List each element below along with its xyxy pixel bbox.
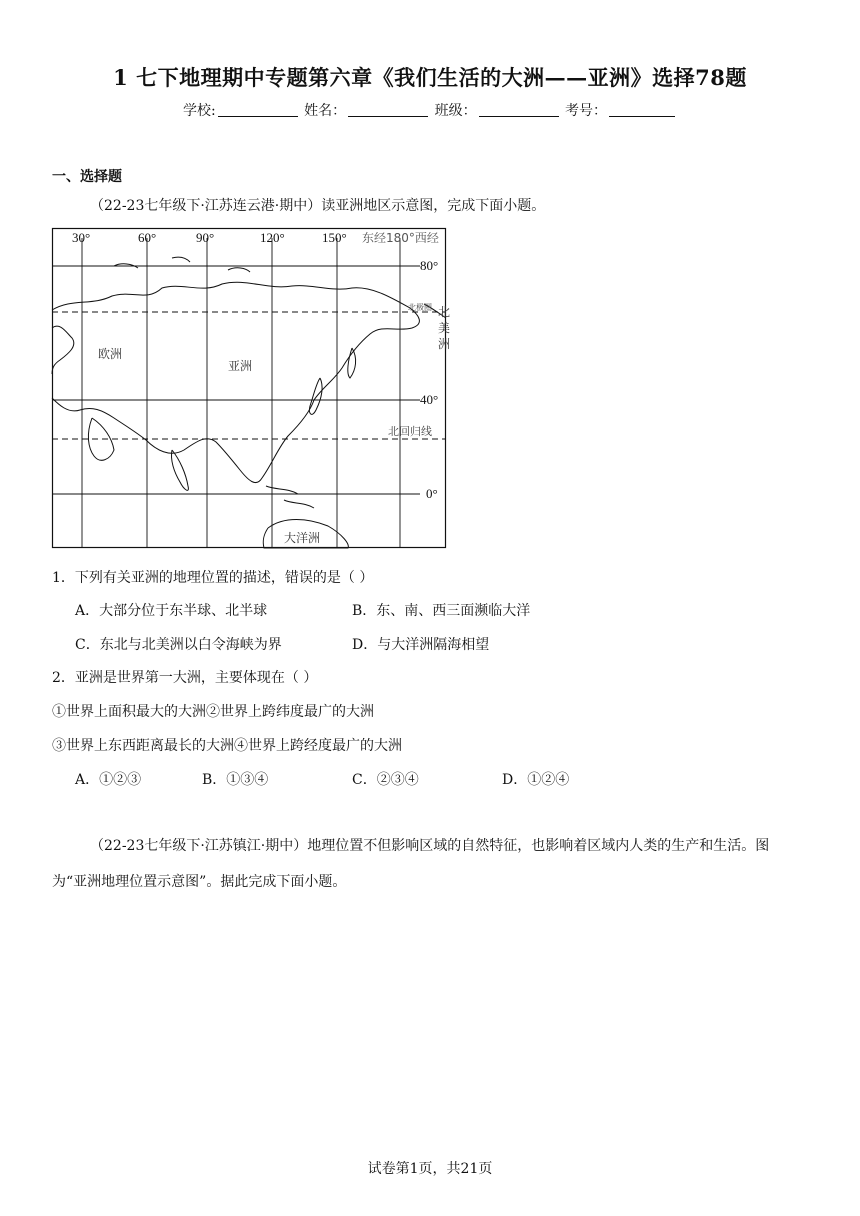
name-blank — [348, 116, 428, 117]
lon-label-90: 90° — [196, 230, 215, 245]
section-title: 一、选择题 — [52, 169, 122, 185]
lon-label-30: 30° — [72, 230, 91, 245]
student-info-line — [0, 100, 860, 120]
exam-no-label: 考号： — [565, 103, 608, 119]
question-1-option-b[interactable]: B．东、南、西三面濒临大洋 — [352, 603, 531, 619]
class-label: 班级： — [434, 103, 477, 119]
north-america-label-1: 北 — [437, 305, 450, 319]
lat-label-80: 80° — [420, 258, 439, 273]
question-1-option-a[interactable]: A．大部分位于东半球、北半球 — [75, 603, 268, 619]
lon-label-60: 60° — [138, 230, 157, 245]
question-1-option-c[interactable]: C．东北与北美洲以白令海峡为界 — [75, 637, 282, 653]
exam-no-blank — [609, 116, 675, 117]
lon-label-120: 120° — [260, 230, 285, 245]
school-label: 学校: — [182, 103, 216, 119]
north-america-label-2: 美 — [437, 321, 450, 335]
group2-intro-line-1: （22-23七年级下·江苏镇江·期中）地理位置不但影响区域的自然特征，也影响着区域内人类的生产和生活。图 — [90, 838, 770, 854]
group2-intro-line-2: 为“亚洲地理位置示意图”。据此完成下面小题。 — [52, 874, 347, 890]
asia-label: 亚洲 — [228, 359, 253, 373]
tropic-of-cancer-label: 北回归线 — [388, 425, 432, 438]
group1-intro: （22-23七年级下·江苏连云港·期中）读亚洲地区示意图，完成下面小题。 — [90, 198, 546, 214]
question-2-statement-2: ③世界上东西距离最长的大洲④世界上跨经度最广的大洲 — [52, 738, 402, 754]
question-2-statement-1: ①世界上面积最大的大洲②世界上跨纬度最广的大洲 — [52, 704, 374, 720]
school-blank — [218, 116, 298, 117]
page-footer: 试卷第1页，共21页 — [367, 1161, 493, 1177]
question-1-stem: 1．下列有关亚洲的地理位置的描述，错误的是（ ） — [52, 570, 374, 586]
question-1-option-d[interactable]: D．与大洋洲隔海相望 — [352, 637, 490, 653]
name-label: 姓名： — [304, 103, 347, 119]
lat-label-0: 0° — [426, 486, 438, 501]
question-2-option-d[interactable]: D．①②④ — [502, 772, 570, 788]
question-2-option-b[interactable]: B．①③④ — [202, 772, 269, 788]
lon-label-180: 东经180°西经 — [362, 231, 439, 245]
oceania-label: 大洋洲 — [284, 531, 321, 545]
question-2-option-c[interactable]: C．②③④ — [352, 772, 419, 788]
europe-label: 欧洲 — [98, 347, 123, 361]
question-2-option-a[interactable]: A．①②③ — [75, 772, 142, 788]
arctic-circle-label: 北极圈 — [408, 303, 432, 312]
lon-label-150: 150° — [322, 230, 347, 245]
map-frame — [53, 229, 446, 548]
asia-map — [52, 228, 450, 548]
page-title: 1 七下地理期中专题第六章《我们生活的大洲——亚洲》选择78题 — [113, 65, 747, 90]
lat-label-40: 40° — [420, 392, 439, 407]
question-2-stem: 2．亚洲是世界第一大洲，主要体现在（ ） — [52, 670, 318, 686]
class-blank — [479, 116, 559, 117]
north-america-label-3: 洲 — [437, 337, 450, 351]
